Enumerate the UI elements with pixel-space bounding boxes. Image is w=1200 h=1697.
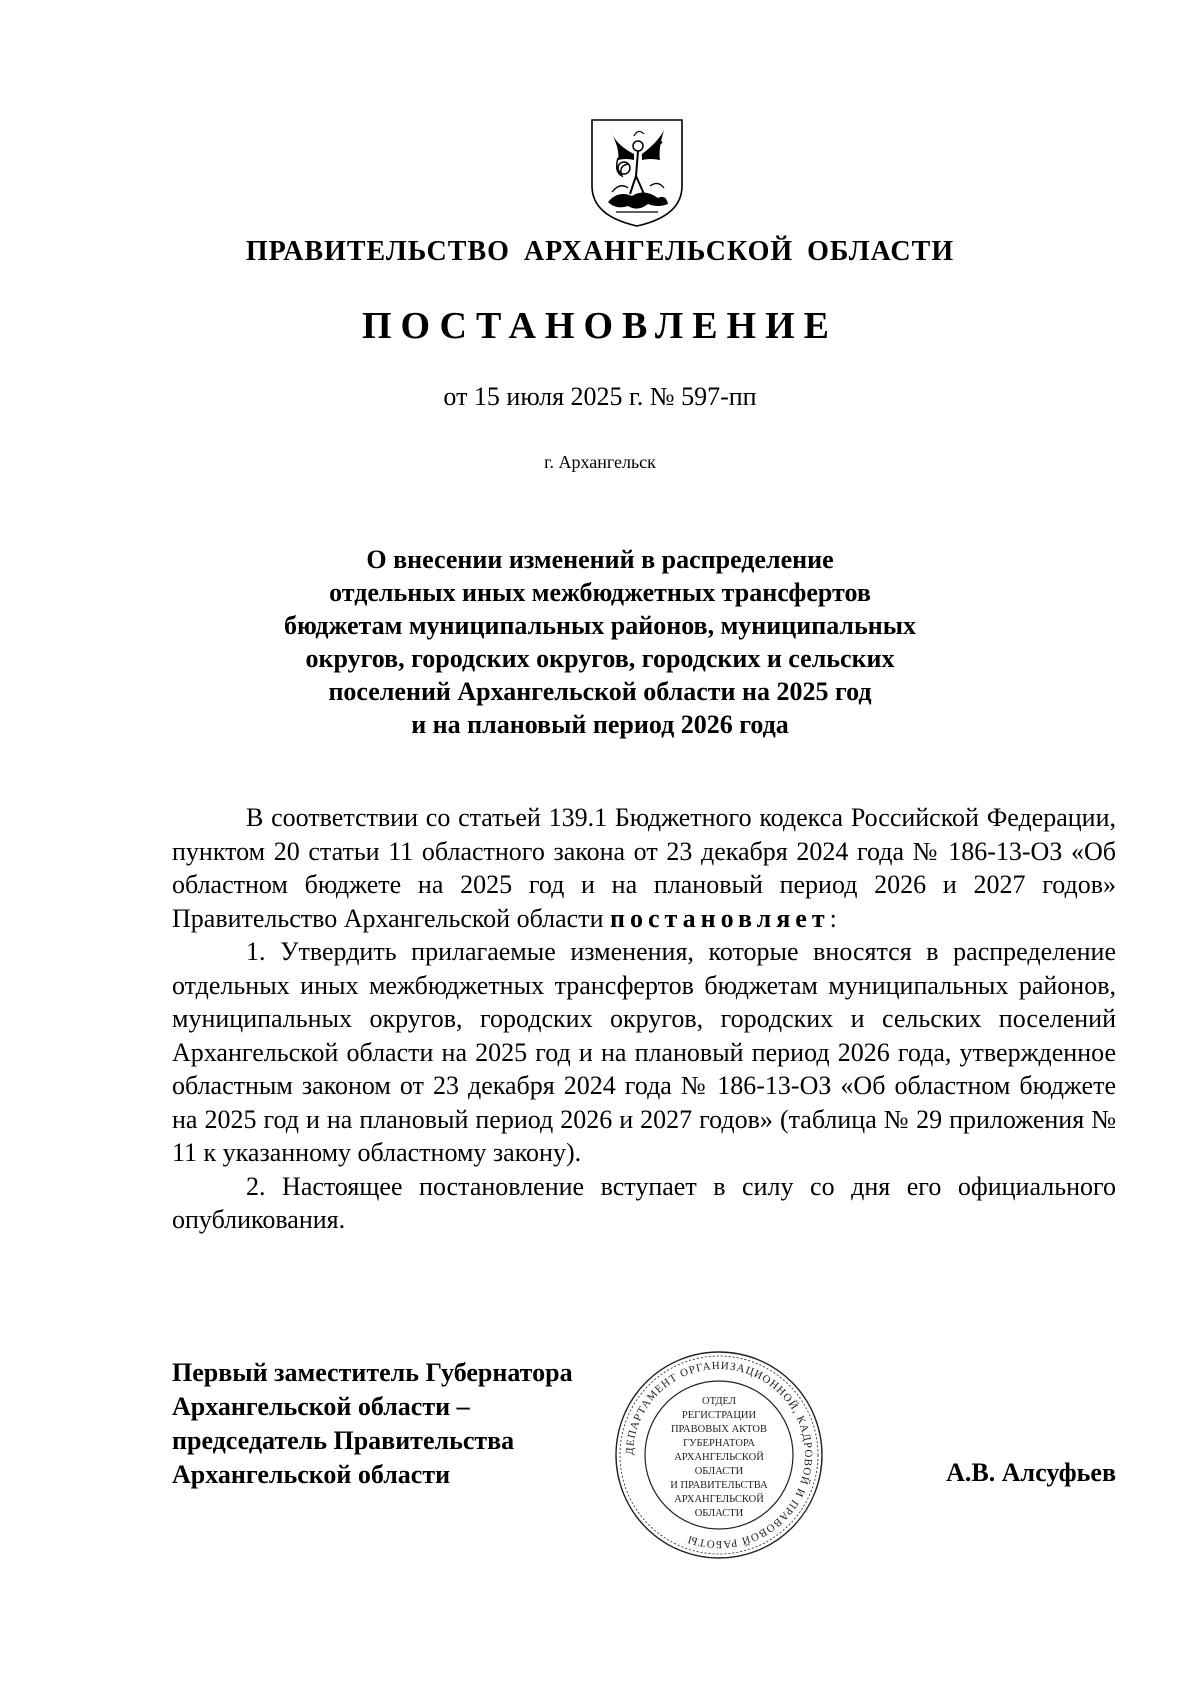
subject-line: и на плановый период 2026 года bbox=[411, 710, 789, 739]
position-line: Архангельской области – bbox=[172, 1392, 470, 1421]
seal-line: ПРАВОВЫХ АКТОВ bbox=[670, 1424, 768, 1435]
subject-line: отдельных иных межбюджетных трансфертов bbox=[329, 578, 871, 607]
signatory-name: А.В. Алсуфьев bbox=[946, 1458, 1116, 1487]
position-line: Архангельской области bbox=[172, 1460, 451, 1489]
subject-line: О внесении изменений в распределение bbox=[366, 545, 834, 574]
resolves-colon: : bbox=[829, 903, 837, 933]
position-line: Первый заместитель Губернатора bbox=[172, 1358, 573, 1387]
seal-line: И ПРАВИТЕЛЬСТВА bbox=[670, 1480, 768, 1491]
seal-line: ОБЛАСТИ bbox=[694, 1466, 744, 1477]
seal-ring-text: ДЕПАРТАМЕНТ ОРГАНИЗАЦИОННОЙ, КАДРОВОЙ И ПРАВОВОЙ РАБОТЫ bbox=[623, 1359, 815, 1551]
item-1-paragraph: 1. Утвердить прилагаемые изменения, которые вносятся в распределение отдельных иных межбюджетных трансфертов бюджетам муниципальных районов, муниципальных округов, городских округов, городских и сельских поселений Архангельской области на 2025 год и на плановый период 2026 года, утвержденное областным законом от 23 декабря 2024 года № 186-13-ОЗ «Об областном бюджете на 2025 год и на плановый период 2026 и 2027 годов» (таблица № 29 приложения № 11 к указанному областному закону). bbox=[172, 937, 1116, 1167]
document-city: г. Архангельск bbox=[544, 452, 656, 472]
resolves-keyword: постановляет bbox=[610, 903, 830, 933]
subject-line: бюджетам муниципальных районов, муниципальных bbox=[283, 611, 917, 640]
seal-line: ОБЛАСТИ bbox=[694, 1508, 744, 1519]
document-type: ПОСТАНОВЛЕНИЕ bbox=[361, 305, 839, 347]
document-subject bbox=[0, 543, 1200, 741]
preamble-paragraph bbox=[172, 801, 1116, 935]
document-date-number: от 15 июля 2025 г. № 597-пп bbox=[443, 382, 757, 411]
item-2-paragraph: 2. Настоящее постановление вступает в силу со дня его официального опубликования. bbox=[172, 1171, 1116, 1234]
subject-line: округов, городских округов, городских и сельских bbox=[305, 644, 895, 673]
seal-line: АРХАНГЕЛЬСКОЙ bbox=[674, 1494, 764, 1505]
subject-line: поселений Архангельской области на 2025 год bbox=[328, 677, 872, 706]
seal-line: РЕГИСТРАЦИИ bbox=[681, 1410, 757, 1421]
signatory-position bbox=[172, 1356, 652, 1492]
government-title: ПРАВИТЕЛЬСТВО АРХАНГЕЛЬСКОЙ ОБЛАСТИ bbox=[245, 236, 955, 267]
position-line: председатель Правительства bbox=[172, 1426, 515, 1455]
seal-line: ОТДЕЛ bbox=[702, 1396, 736, 1407]
document-body bbox=[172, 801, 1116, 1237]
official-seal-icon bbox=[612, 1348, 826, 1562]
seal-line: АРХАНГЕЛЬСКОЙ bbox=[674, 1452, 764, 1463]
seal-line: ГУБЕРНАТОРА bbox=[683, 1438, 755, 1449]
coat-of-arms-icon bbox=[588, 116, 686, 230]
preamble-text: В соответствии со статьей 139.1 Бюджетного кодекса Российской Федерации, пунктом 20 статьи 11 областного закона от 23 декабря 2024 года № 186-13-ОЗ «Об областном бюджете на 2025 год и на плановый период 2026 и 2027 годов» Правительство Архангельской области bbox=[172, 803, 1116, 933]
